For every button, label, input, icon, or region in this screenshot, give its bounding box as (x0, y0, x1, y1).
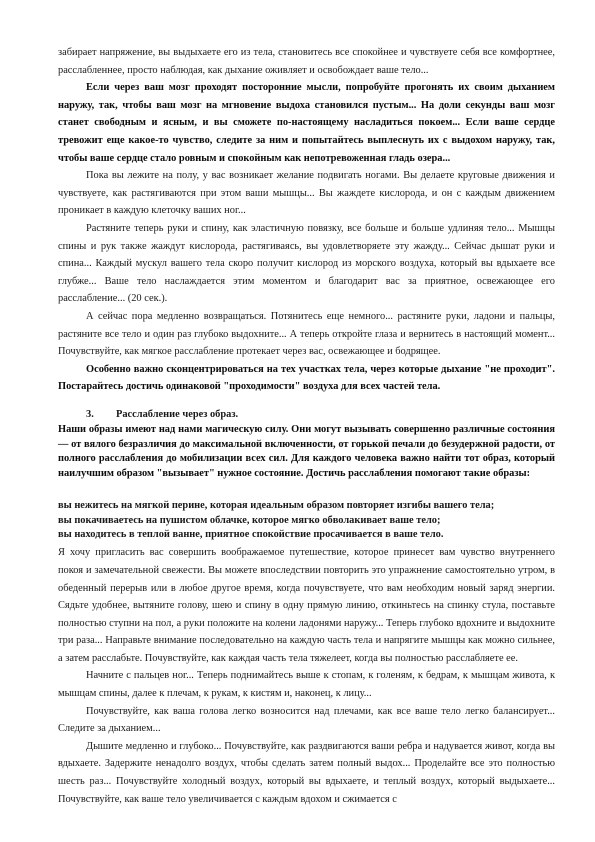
section-number: 3. (86, 408, 94, 420)
paragraph: Растяните теперь руки и спину, как эластичную повязку, все больше и больше удлиняя тело... Мышцы спины и рук также жаждут кислорода, растягиваясь, вы удовлетворяете эту жажду... Сейчас дышат руки и спина... Каждый мускул вашего тела скоро получит кислород из морского воздуха, который вы вдыхаете все глубже... Ваше тело наслаждается этим моментом и благодарит вас за приятное, освежающее его расслабление... (20 сек.). (58, 222, 555, 305)
image-list (58, 499, 555, 542)
paragraph: Пока вы лежите на полу, у вас возникает желание подвигать ногами. Вы делаете круговые движения и чувствуете, как растягиваются при этом ваши мышцы... Вы жаждете кислорода, и он с каждым движением проникает в каждую клеточку ваших ног... (58, 170, 555, 217)
paragraph: Почувствуйте, как ваша голова легко возносится над плечами, как все ваше тело легко балансирует... Следите за дыханием... (58, 705, 555, 735)
paragraph-bold: Особенно важно сконцентрироваться на тех участках тела, через которые дыхание "не проходит". Постарайтесь достичь одинаковой "проходимости" воздуха для всех частей тела. (58, 363, 555, 393)
paragraph: Я хочу пригласить вас совершить воображаемое путешествие, которое принесет вам чувство внутреннего покоя и замечательной свежести. Вы можете впоследствии повторить это упражнение самостоятельно утром, в обеденный перерыв или в любое другое время, когда почувствуете, что вам необходим новый заряд энергии. Сядьте удобнее, вытяните голову, шею и спину в одну прямую линию, откиньтесь на спинку стула, поставьте полностью ступни на пол, а руки положите на колени ладонями наружу... Теперь глубоко вдохните и выдохните три раза... Направьте внимание последовательно на каждую часть тела и напрягите мышцы как можно сильнее, а затем расслабьте. Почувствуйте, как каждая часть тела тяжелеет, когда вы полностью расслабляете ее. (58, 547, 555, 664)
list-item: вы нежитесь на мягкой перине, которая идеальным образом повторяет изгибы вашего тела; (58, 500, 495, 512)
list-item: вы находитесь в теплой ванне, приятное спокойствие просачивается в ваше тело. (58, 528, 444, 540)
paragraph: забирает напряжение, вы выдыхаете его из тела, становитесь все спокойнее и чувствуете себя все комфортнее, расслабленнее, просто наблюдая, как дыхание оживляет и освобождает ваше тело... (58, 47, 555, 76)
paragraph-bold: Наши образы имеют над нами магическую силу. Они могут вызывать совершенно различные состояния — от вялого безразличия до максимальной включенности, от горькой печали до безудержной радости, от полного расслабления до мобилизации всех сил. Для каждого человека важно найти тот образ, который наилучшим образом "вызывает" нужное состояние. Достичь расслабления помогают такие образы: (58, 424, 555, 479)
page-content (58, 44, 555, 808)
paragraph: А сейчас пора медленно возвращаться. Потянитесь еще немного... растяните руки, ладони и пальцы, растяните все тело и один раз глубоко выдохните... А теперь откройте глаза и вернитесь в настоящий момент... Почувствуйте, как мягкое расслабление протекает через вас, освежающее и бодрящее. (58, 310, 555, 358)
list-item: вы покачиваетесь на пушистом облачке, которое мягко обволакивает ваше тело; (58, 514, 441, 526)
section-title: Расслабление через образ. (116, 408, 239, 420)
paragraph: Дышите медленно и глубоко... Почувствуйте, как раздвигаются ваши ребра и надувается живот, когда вы вдыхаете. Задержите ненадолго воздух, чтобы сделать затем полный выдох... Проделайте все это полностью шесть раз... Почувствуйте холодный воздух, который вы вдыхаете, и теплый воздух, который выдыхаете... Почувствуйте, как ваше тело увеличивается с каждым вдохом и сжимается с (58, 740, 555, 805)
paragraph: Начните с пальцев ног... Теперь поднимайтесь выше к стопам, к голеням, к бедрам, к мышцам живота, к мышцам спины, далее к плечам, к рукам, к кистям и, наконец, к лицу... (58, 670, 555, 700)
paragraph-bold: Если через ваш мозг проходят посторонние мысли, попробуйте прогонять их своим дыханием наружу, так, чтобы ваш мозг на мгновение выдоха становился пустым... На доли секунды ваш мозг станет свободным и ясным, и вы сможете по-настоящему насладиться покоем... Если ваше сердце тревожит еще какое-то чувство, следите за ним и попытайтесь выплеснуть их с выдохом наружу, так, чтобы ваше сердце стало ровным и спокойным как непотревоженная гладь озера... (58, 82, 555, 164)
section-heading (58, 406, 555, 424)
